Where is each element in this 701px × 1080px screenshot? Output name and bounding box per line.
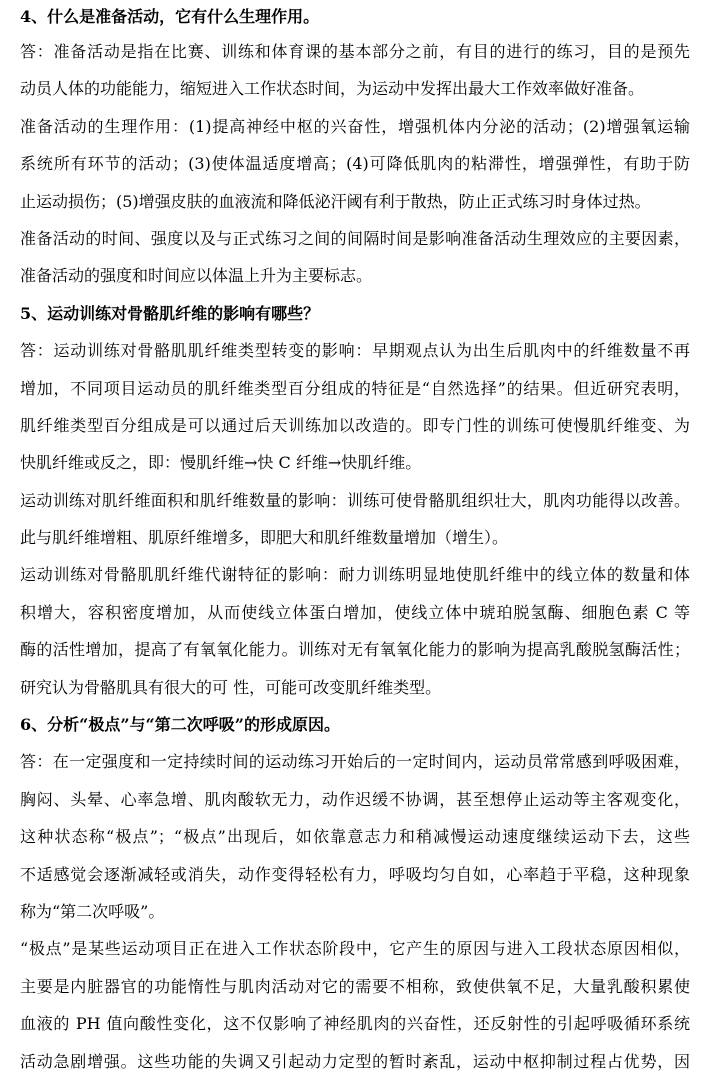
paragraph-line: 不适感觉会逐渐减轻或消失，动作变得轻松有力，呼吸均匀自如，心率趋于平稳，这种现象 bbox=[20, 864, 690, 884]
document-page bbox=[20, 0, 690, 1080]
paragraph-line: 动员人体的功能能力，缩短进入工作状态时间，为运动中发挥出最大工作效率做好准备。 bbox=[20, 79, 645, 99]
paragraph-line: 增加，不同项目运动员的肌纤维类型百分组成的特征是“自然选择”的结果。但近研究表明， bbox=[20, 378, 690, 398]
paragraph-line: 这种状态称“极点”；“极点”出现后，如依靠意志力和稍减慢运动速度继续运动下去，这些 bbox=[20, 827, 690, 847]
paragraph-line: 肌纤维类型百分组成是可以通过后天训练加以改造的。即专门性的训练可使慢肌纤维变、为 bbox=[20, 415, 690, 435]
paragraph-line: 研究认为骨骼肌具有很大的可 性，可能可改变肌纤维类型。 bbox=[20, 677, 442, 697]
paragraph-line: 快肌纤维或反之，即：慢肌纤维→快 C 纤维→快肌纤维。 bbox=[20, 453, 422, 473]
paragraph-line: 止运动损伤；(5)增强皮肤的血液流和降低泌汗阈有利于散热，防止正式练习时身体过热。 bbox=[20, 191, 651, 211]
paragraph-line: 答：准备活动是指在比赛、训练和体育课的基本部分之前，有目的进行的练习，目的是预先 bbox=[20, 42, 690, 61]
paragraph-line: 血液的 PH 值向酸性变化，这不仅影响了神经肌肉的兴奋性，还反射性的引起呼吸循环系统 bbox=[20, 1014, 690, 1034]
paragraph-line: 运动训练对肌纤维面积和肌纤维数量的影响：训练可使骨骼肌组织壮大，肌肉功能得以改善。 bbox=[20, 490, 690, 510]
paragraph-line: 准备活动的强度和时间应以体温上升为主要标志。 bbox=[20, 266, 373, 286]
paragraph-line: 胸闷、头晕、心率急增、肌肉酸软无力，动作迟缓不协调，甚至想停止运动等主客观变化， bbox=[20, 789, 690, 809]
paragraph-line: 活动急剧增强。这些功能的失调又引起动力定型的暂时紊乱，运动中枢抑制过程占优势，因 bbox=[20, 1051, 690, 1071]
paragraph-line: 系统所有环节的活动；(3)使体温适度增高；(4)可降低肌肉的粘滞性，增强弹性，有助于防 bbox=[20, 154, 690, 174]
section-heading: 4、什么是准备活动，它有什么生理作用。 bbox=[20, 7, 320, 26]
paragraph-line: 答：在一定强度和一定持续时间的运动练习开始后的一定时间内，运动员常常感到呼吸困难， bbox=[20, 752, 690, 772]
paragraph-line: 称为“第二次呼吸”。 bbox=[20, 901, 165, 921]
section-heading: 6、分析“极点”与“第二次呼吸”的形成原因。 bbox=[20, 715, 340, 735]
paragraph-line: 酶的活性增加，提高了有氧氧化能力。训练对无有氧氧化能力的影响为提高乳酸脱氢酶活性； bbox=[20, 640, 690, 660]
paragraph-line: 准备活动的生理作用：(1)提高神经中枢的兴奋性，增强机体内分泌的活动；(2)增强氧运输 bbox=[20, 116, 690, 136]
paragraph-line: 积增大，容积密度增加，从而使线立体蛋白增加，使线立体中琥珀脱氢酶、细胞色素 C 等 bbox=[20, 602, 690, 622]
paragraph-line: 运动训练对骨骼肌肌纤维代谢特征的影响：耐力训练明显地使肌纤维中的线立体的数量和体 bbox=[20, 565, 690, 585]
paragraph-line: 准备活动的时间、强度以及与正式练习之间的间隔时间是影响准备活动生理效应的主要因素， bbox=[20, 228, 690, 248]
paragraph-line: “极点”是某些运动项目正在进入工作状态阶段中，它产生的原因与进入工段状态原因相似， bbox=[20, 939, 690, 959]
section-heading: 5、运动训练对骨骼肌纤维的影响有哪些？ bbox=[20, 303, 320, 323]
paragraph-line: 答：运动训练对骨骼肌肌纤维类型转变的影响：早期观点认为出生后肌肉中的纤维数量不再 bbox=[20, 341, 690, 361]
paragraph-line: 此与肌纤维增粗、肌原纤维增多，即肥大和肌纤维数量增加（增生）。 bbox=[20, 528, 509, 548]
paragraph-line: 主要是内脏器官的功能惰性与肌肉活动对它的需要不相称，致使供氧不足，大量乳酸积累使 bbox=[20, 976, 690, 996]
